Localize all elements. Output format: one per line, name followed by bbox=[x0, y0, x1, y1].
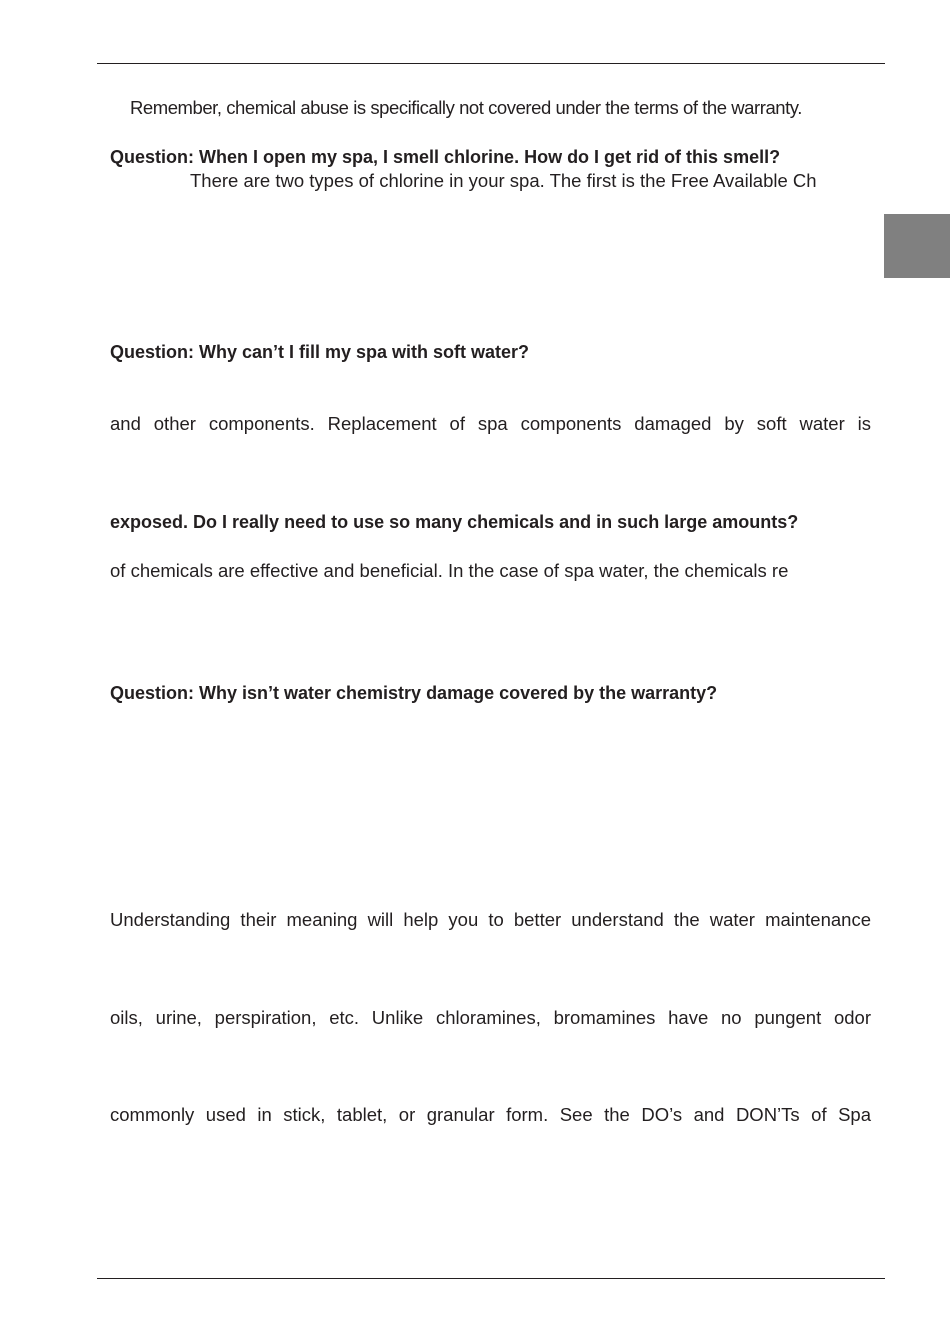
question-chlorine-smell: Question: When I open my spa, I smell chlorine. How do I get rid of this smell? bbox=[110, 147, 781, 167]
question-chemicals-amount: exposed. Do I really need to use so many chemicals and in such large amounts? bbox=[110, 512, 799, 532]
warranty-note: Remember, chemical abuse is specifically not covered under the terms of the warranty. bbox=[130, 97, 802, 118]
answer-chlorine-line: There are two types of chlorine in your spa. The first is the Free Available Ch bbox=[190, 170, 817, 191]
answer-soft-water-line: and other components. Replacement of spa components damaged by soft water is bbox=[110, 413, 871, 434]
section-tab-marker bbox=[884, 214, 950, 278]
answer-chemicals-line: of chemicals are effective and beneficial. In the case of spa water, the chemicals re bbox=[110, 560, 789, 581]
question-warranty-chemistry: Question: Why isn’t water chemistry damage covered by the warranty? bbox=[110, 683, 718, 703]
question-soft-water: Question: Why can’t I fill my spa with soft water? bbox=[110, 342, 530, 362]
paragraph-bromamines-line: oils, urine, perspiration, etc. Unlike chloramines, bromamines have no pungent odor bbox=[110, 1007, 871, 1028]
header-rule bbox=[97, 63, 885, 64]
paragraph-understanding-line: Understanding their meaning will help you to better understand the water maintenance bbox=[110, 909, 871, 930]
footer-rule bbox=[97, 1278, 885, 1279]
paragraph-forms-line: commonly used in stick, tablet, or granular form. See the DO’s and DON’Ts of Spa bbox=[110, 1104, 871, 1125]
